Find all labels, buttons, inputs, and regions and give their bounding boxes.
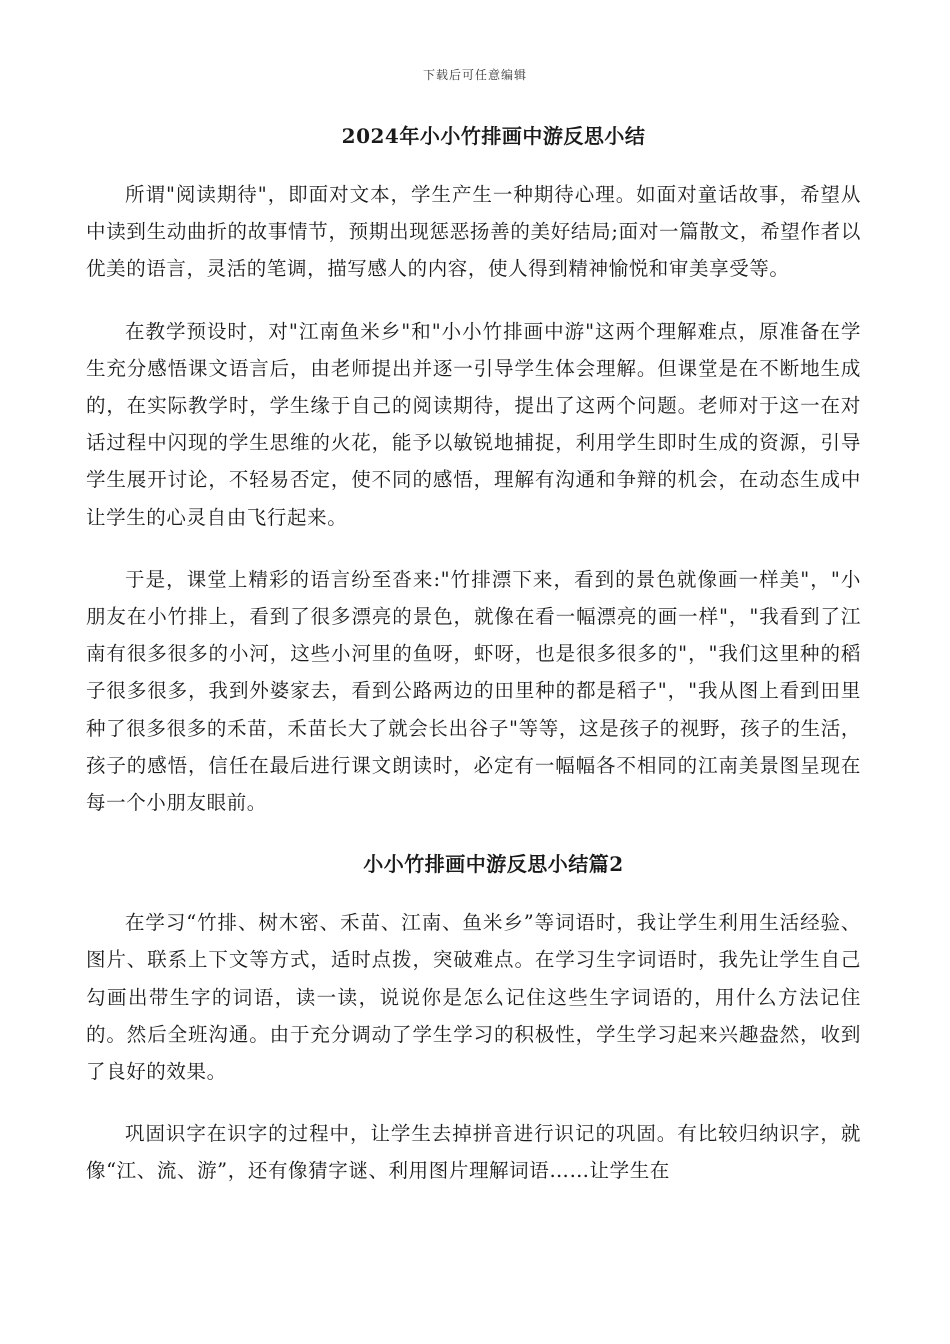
- paragraph: 在教学预设时，对"江南鱼米乡"和"小小竹排画中游"这两个理解难点，原准备在学生充分感悟课文语言后，由老师提出并逐一引导学生体会理解。但课堂是在不断地生成的，在实际教学时，学生缘于自己的阅读期待，提出了这两个问题。老师对于这一在对话过程中闪现的学生思维的火花，能予以敏锐地捕捉，利用学生即时生成的资源，引导学生展开讨论，不轻易否定，使不同的感悟，理解有沟通和争辩的机会，在动态生成中让学生的心灵自由飞行起来。: [86, 319, 861, 529]
- paragraph: 巩固识字在识字的过程中，让学生去掉拼音进行识记的巩固。有比较归纳识字，就像“江、流、游”，还有像猜字谜、利用图片理解词语……让学生在: [86, 1122, 861, 1183]
- document-body: [86, 118, 861, 1215]
- section-subtitle: 小小竹排画中游反思小结篇2: [363, 852, 624, 877]
- header-note: 下载后可任意编辑: [422, 68, 527, 82]
- document-title: 2024年小小竹排画中游反思小结: [341, 124, 646, 148]
- paragraph: 于是，课堂上精彩的语言纷至沓来:"竹排漂下来，看到的景色就像画一样美"，"小朋友在小竹排上，看到了很多漂亮的景色，就像在看一幅漂亮的画一样"，"我看到了江南有很多很多的小河，这些小河里的鱼呀，虾呀，也是很多很多的"，"我们这里种的稻子很多很多，我到外婆家去，看到公路两边的田里种的都是稻子"，"我从图上看到田里种了很多很多的禾苗，禾苗长大了就会长出谷子"等等，这是孩子的视野，孩子的生活，孩子的感悟，信任在最后进行课文朗读时，必定有一幅幅各不相同的江南美景图呈现在每一个小朋友眼前。: [86, 567, 861, 815]
- paragraph: 所谓"阅读期待"，即面对文本，学生产生一种期待心理。如面对童话故事，希望从中读到生动曲折的故事情节，预期出现惩恶扬善的美好结局;面对一篇散文，希望作者以优美的语言，灵活的笔调，描写感人的内容，使人得到精神愉悦和审美享受等。: [86, 183, 861, 281]
- paragraph: 在学习“竹排、树木密、禾苗、江南、鱼米乡”等词语时，我让学生利用生活经验、图片、联系上下文等方式，适时点拨，突破难点。在学习生字词语时，我先让学生自己勾画出带生字的词语，读一读，说说你是怎么记住这些生字词语的，用什么方法记住的。然后全班沟通。由于充分调动了学生学习的积极性，学生学习起来兴趣盎然，收到了良好的效果。: [86, 911, 861, 1084]
